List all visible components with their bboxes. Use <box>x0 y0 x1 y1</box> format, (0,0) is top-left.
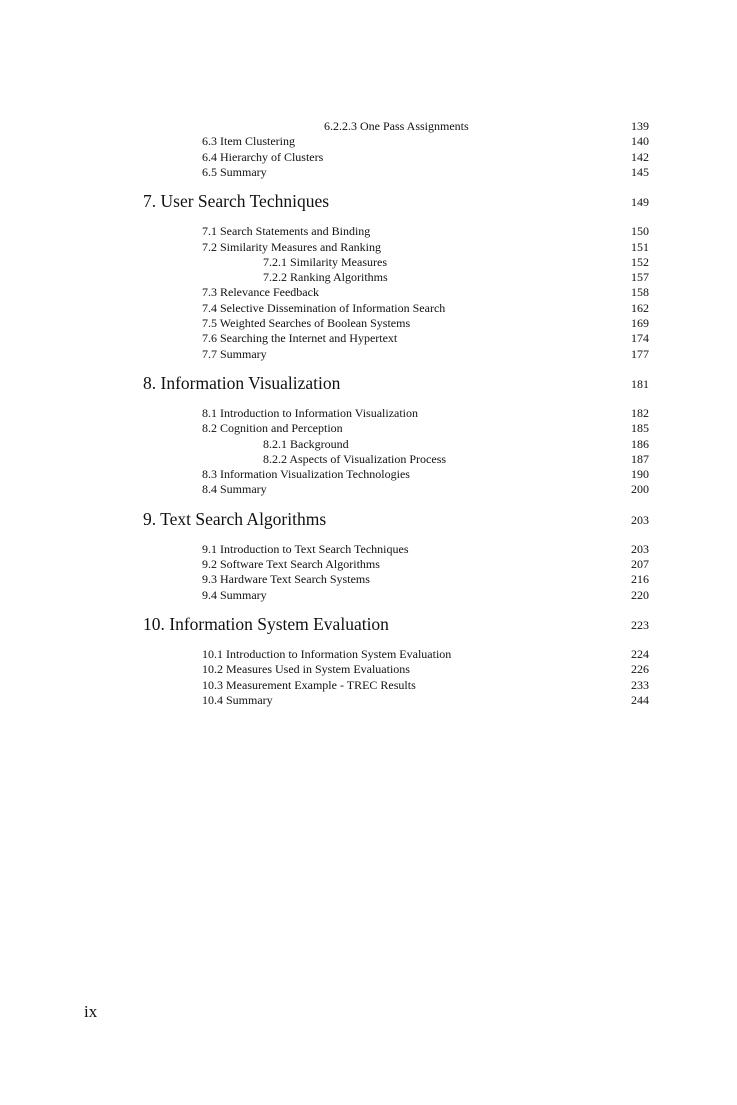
toc-entry-page: 203 <box>631 541 649 556</box>
toc-entry-page: 216 <box>631 572 649 587</box>
toc-entry <box>0 677 737 693</box>
toc-entry <box>0 269 737 285</box>
toc-entry <box>0 133 737 149</box>
toc-entry <box>0 466 737 482</box>
toc-entry-page: 220 <box>631 587 649 602</box>
toc-entry-label: 7.5 Weighted Searches of Boolean Systems <box>202 316 411 330</box>
toc-entry <box>0 223 737 239</box>
chapter-page: 223 <box>631 617 649 632</box>
toc-entry-label: 7.2.1 Similarity Measures <box>263 254 387 269</box>
toc-entry <box>0 405 737 421</box>
toc-entry-page: 207 <box>631 557 649 571</box>
toc-entry-label: 8.2.1 Background <box>263 436 349 451</box>
toc-entry-page: 186 <box>631 436 649 451</box>
toc-entry <box>0 646 737 662</box>
toc-entry <box>0 330 737 346</box>
toc-entry-label: 8.2 Cognition and Perception <box>202 421 343 436</box>
page-folio: ix <box>84 1002 98 1021</box>
toc-entry <box>0 436 737 452</box>
chapter-page: 203 <box>631 512 649 527</box>
toc-entry-page: 142 <box>631 149 649 164</box>
toc-entry-page: 150 <box>631 224 649 239</box>
toc-entry-label: 8.4 Summary <box>202 482 267 497</box>
toc-entry-label: 8.1 Introduction to Information Visualization <box>202 405 419 420</box>
toc-entry-page: 182 <box>631 405 649 420</box>
toc-entry-page: 158 <box>631 285 649 300</box>
toc-entry-page: 190 <box>631 467 649 482</box>
toc-entry <box>0 541 737 557</box>
toc-entry <box>0 451 737 467</box>
toc-entry-page: 226 <box>631 662 649 677</box>
toc-entry-label: 7.2.2 Ranking Algorithms <box>263 270 388 285</box>
toc-entry <box>0 149 737 165</box>
toc-entry-label: 9.2 Software Text Search Algorithms <box>202 557 380 571</box>
toc-entry-label: 6.5 Summary <box>202 164 267 179</box>
toc-entry-label: 10.3 Measurement Example - TREC Results <box>202 677 416 692</box>
toc-entry <box>0 118 737 134</box>
toc-entry-page: 169 <box>631 316 649 330</box>
chapter-page: 149 <box>631 195 649 210</box>
toc-entry-page: 177 <box>631 346 649 361</box>
toc-entry-label: 6.4 Hierarchy of Clusters <box>202 149 324 164</box>
chapter-title: 8. Information Visualization <box>143 372 341 393</box>
toc-entry-page: 145 <box>631 164 649 179</box>
toc-entry-page: 185 <box>631 421 649 436</box>
toc-entry <box>0 164 737 180</box>
chapter-title: 9. Text Search Algorithms <box>143 508 327 529</box>
chapter-page: 181 <box>631 376 649 391</box>
toc-entry-page: 224 <box>631 646 649 661</box>
toc-entry-label: 9.1 Introduction to Text Search Techniques <box>202 541 409 556</box>
toc-entry-label: 10.1 Introduction to Information System Evaluation <box>202 646 452 661</box>
toc-entry <box>0 254 737 270</box>
chapter-heading <box>0 613 737 635</box>
toc-entry-page: 139 <box>631 119 649 133</box>
toc-entry <box>0 420 737 436</box>
toc-entry <box>0 587 737 603</box>
toc-entry-label: 8.2.2 Aspects of Visualization Process <box>263 451 447 466</box>
toc-entry <box>0 239 737 255</box>
toc-entry-label: 7.3 Relevance Feedback <box>202 285 319 300</box>
toc-entry <box>0 284 737 300</box>
toc-entry-page: 174 <box>631 331 649 346</box>
toc-entry <box>0 315 737 331</box>
toc-entry-label: 10.2 Measures Used in System Evaluations <box>202 662 410 677</box>
toc-entry-label: 10.4 Summary <box>202 692 273 707</box>
toc-entry-page: 187 <box>631 451 649 466</box>
toc-entry-label: 6.3 Item Clustering <box>202 134 295 149</box>
toc-entry-page: 200 <box>631 482 649 497</box>
toc-entry-page: 162 <box>631 300 649 315</box>
toc-entry <box>0 692 737 708</box>
chapter-heading <box>0 190 737 212</box>
chapter-title: 7. User Search Techniques <box>143 191 330 212</box>
toc-entry <box>0 481 737 497</box>
toc-entry-label: 7.7 Summary <box>202 346 267 361</box>
toc-entry-page: 233 <box>631 677 649 692</box>
toc-entry-page: 157 <box>631 270 649 285</box>
toc-entry-label: 7.4 Selective Dissemination of Information Search <box>202 300 446 315</box>
toc-entry-page: 152 <box>631 254 649 269</box>
toc-entry-page: 244 <box>631 692 649 707</box>
toc-entry-label: 8.3 Information Visualization Technologies <box>202 467 410 482</box>
toc-entry-page: 140 <box>631 134 649 149</box>
toc-entry-label: 9.4 Summary <box>202 587 267 602</box>
toc-entry-label: 7.6 Searching the Internet and Hypertext <box>202 331 398 346</box>
chapter-heading <box>0 372 737 394</box>
toc-entry-label: 7.2 Similarity Measures and Ranking <box>202 239 381 254</box>
toc-entry <box>0 661 737 677</box>
toc-entry <box>0 556 737 572</box>
toc-entry <box>0 300 737 316</box>
toc-entry <box>0 346 737 362</box>
chapter-title: 10. Information System Evaluation <box>143 613 389 634</box>
toc-entry-label: 6.2.2.3 One Pass Assignments <box>324 119 469 133</box>
toc-entry-page: 151 <box>631 239 649 254</box>
toc-entry <box>0 571 737 587</box>
toc-entry-label: 9.3 Hardware Text Search Systems <box>202 572 370 587</box>
chapter-heading <box>0 508 737 530</box>
toc-entry-label: 7.1 Search Statements and Binding <box>202 224 371 239</box>
